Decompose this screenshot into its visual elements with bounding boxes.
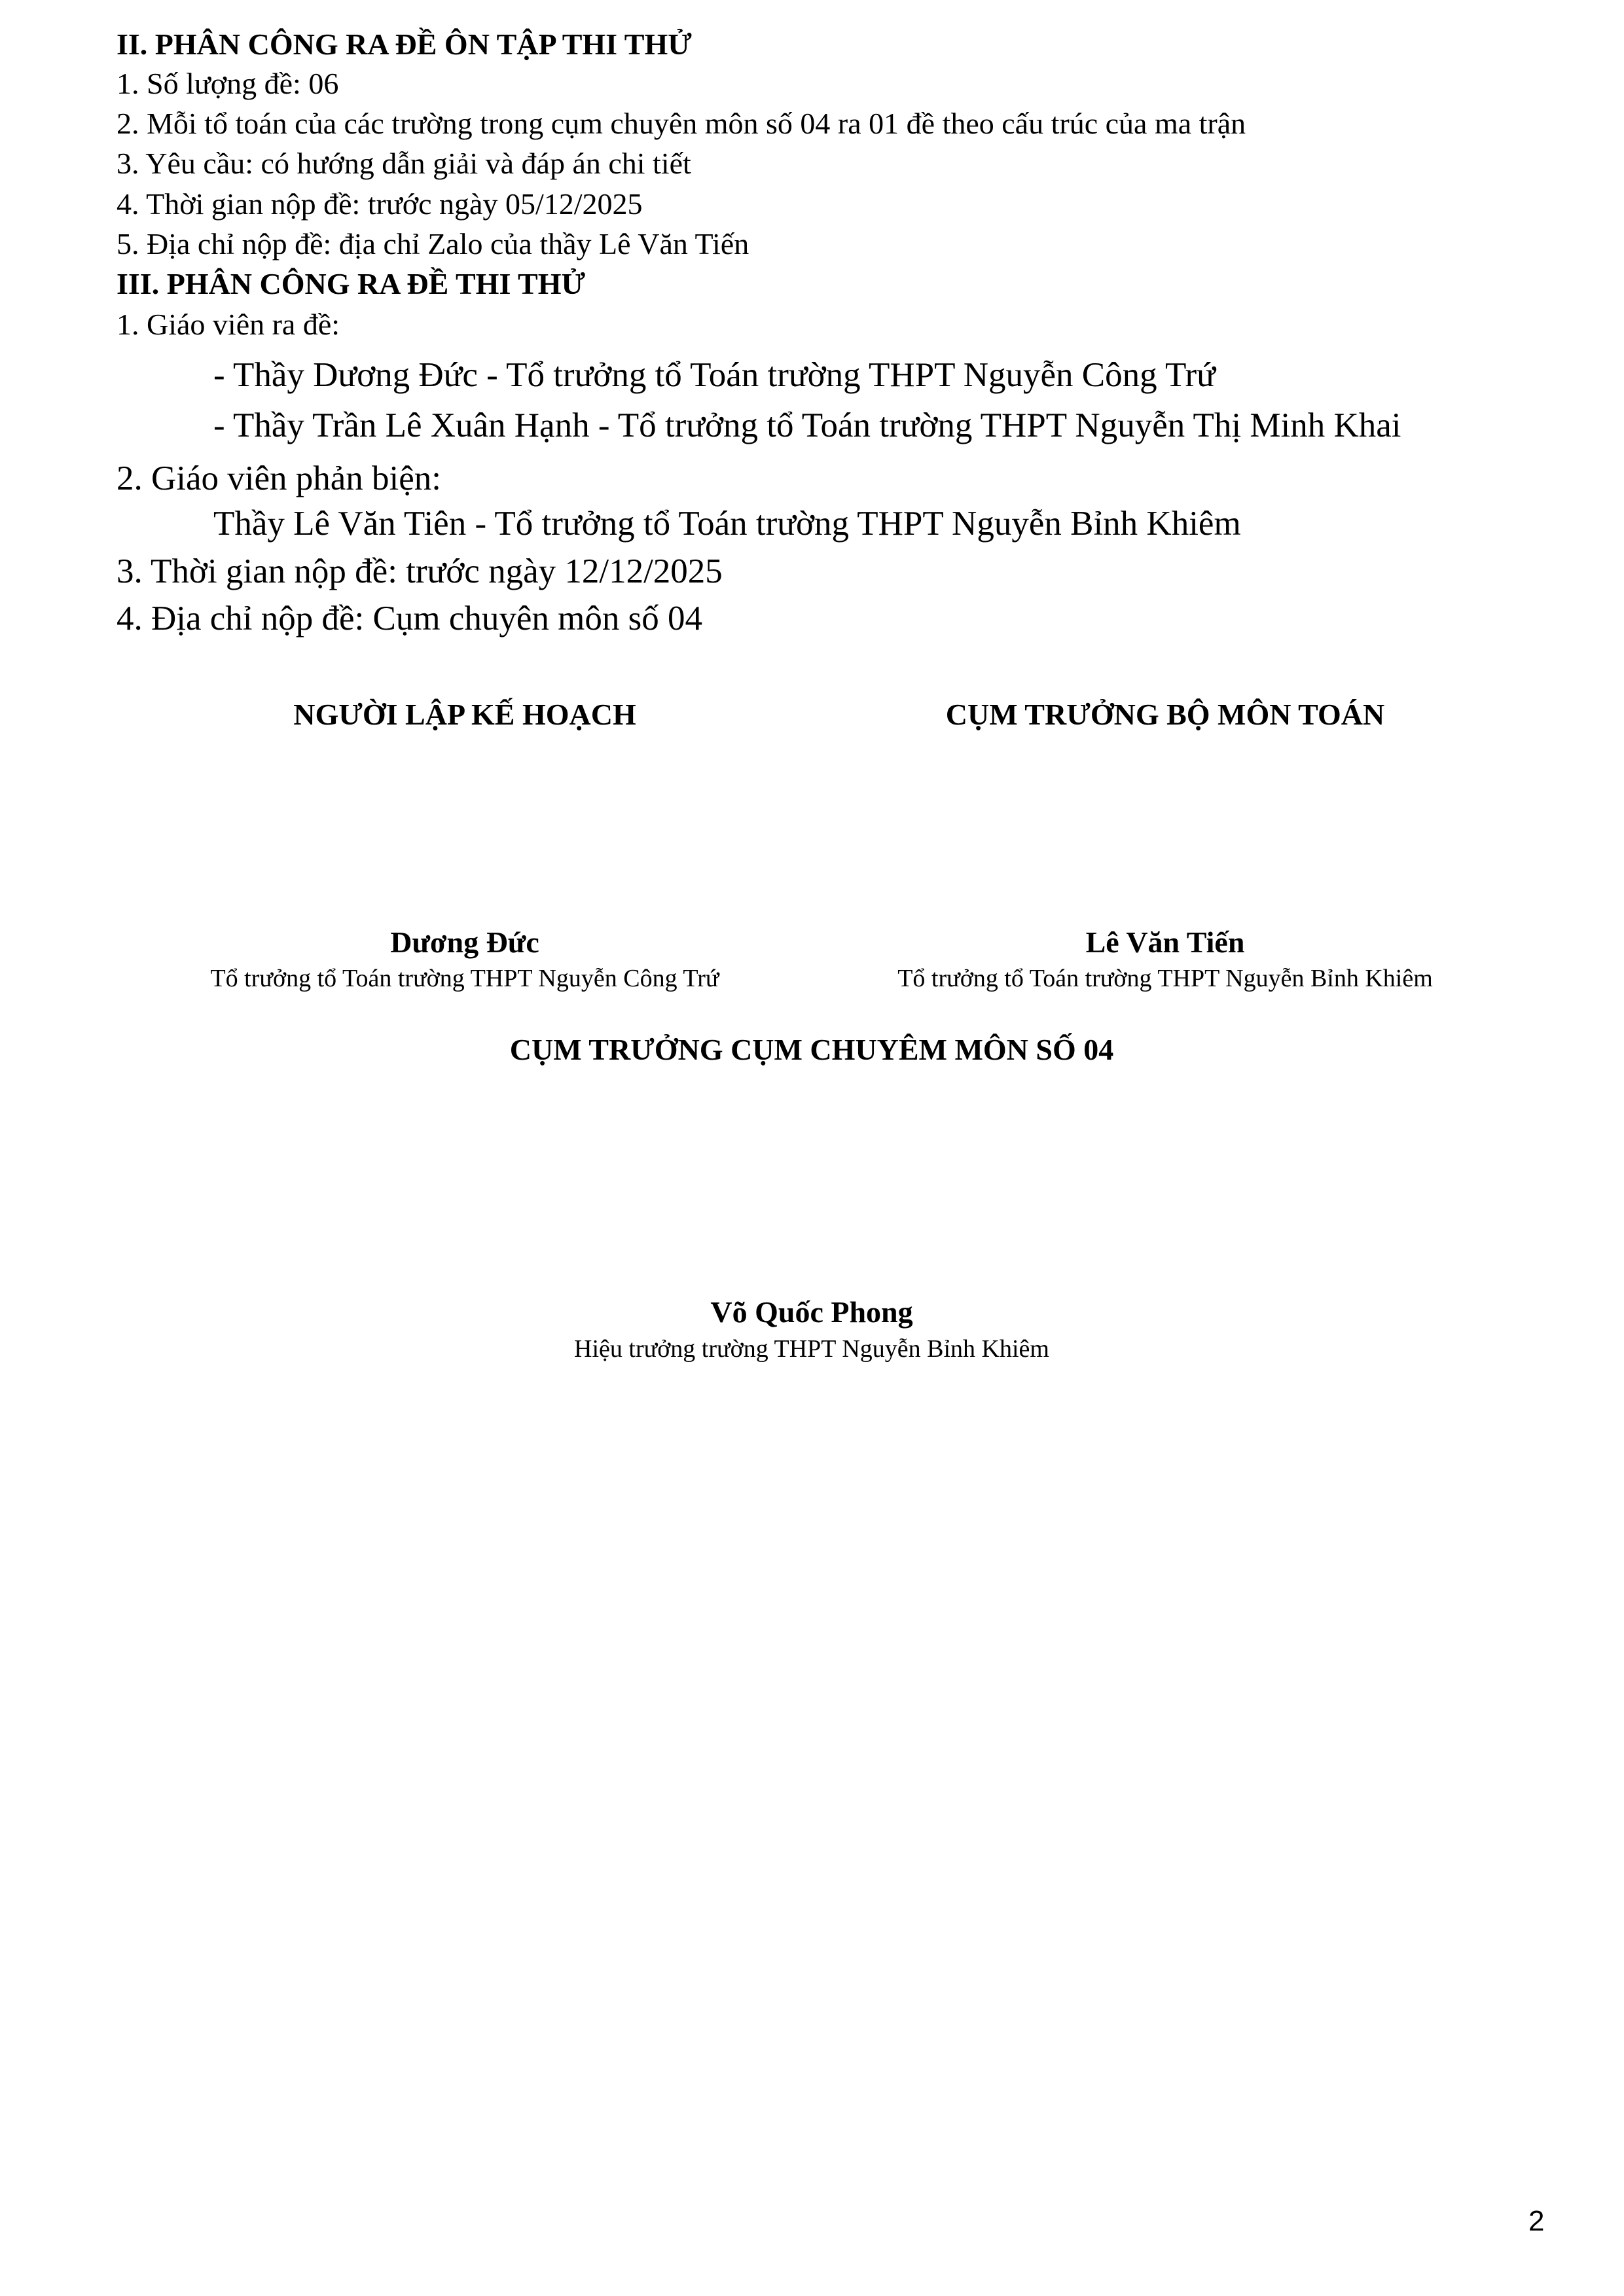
section-2-item-2: 2. Mỗi tổ toán của các trường trong cụm chuyên môn số 04 ra 01 đề theo cấu trúc của ma trận [117, 107, 1246, 140]
bottom-signature-name: Võ Quốc Phong [710, 1295, 913, 1329]
left-signature-role: Tổ trưởng tổ Toán trường THPT Nguyễn Công Trứ [210, 965, 719, 992]
section-2-item-3: 3. Yêu cầu: có hướng dẫn giải và đáp án chi tiết [117, 147, 691, 180]
right-signature-title: CỤM TRƯỞNG BỘ MÔN TOÁN [945, 698, 1385, 731]
section-3-item-2: 2. Giáo viên phản biện: [117, 459, 442, 497]
right-signature-role: Tổ trưởng tổ Toán trường THPT Nguyễn Bỉnh Khiêm [897, 965, 1433, 992]
teacher-1: - Thầy Dương Đức - Tổ trưởng tổ Toán trường THPT Nguyễn Công Trứ [213, 356, 1216, 394]
reviewer: Thầy Lê Văn Tiên - Tổ trưởng tổ Toán trường THPT Nguyễn Bỉnh Khiêm [213, 505, 1241, 543]
section-2-heading: II. PHÂN CÔNG RA ĐỀ ÔN TẬP THI THỬ [117, 27, 692, 61]
left-signature-title: NGƯỜI LẬP KẾ HOẠCH [293, 698, 636, 731]
bottom-signature-title: CỤM TRƯỞNG CỤM CHUYÊM MÔN SỐ 04 [509, 1033, 1114, 1066]
section-3-item-3: 3. Thời gian nộp đề: trước ngày 12/12/2025 [117, 552, 723, 590]
section-2-item-5: 5. Địa chỉ nộp đề: địa chỉ Zalo của thầy Lê Văn Tiến [117, 227, 749, 260]
section-2-item-1: 1. Số lượng đề: 06 [117, 67, 339, 100]
page-number: 2 [1528, 2205, 1545, 2237]
section-2-item-4: 4. Thời gian nộp đề: trước ngày 05/12/2025 [117, 187, 643, 221]
left-signature-name: Dương Đức [390, 925, 539, 959]
section-3-item-1: 1. Giáo viên ra đề: [117, 308, 340, 341]
teacher-2: - Thầy Trần Lê Xuân Hạnh - Tổ trưởng tổ Toán trường THPT Nguyễn Thị Minh Khai [213, 406, 1401, 444]
section-3-heading: III. PHÂN CÔNG RA ĐỀ THI THỬ [117, 267, 586, 300]
right-signature-name: Lê Văn Tiến [1085, 925, 1245, 959]
section-3-item-4: 4. Địa chỉ nộp đề: Cụm chuyên môn số 04 [117, 600, 702, 637]
bottom-signature-role: Hiệu trưởng trường THPT Nguyễn Bỉnh Khiêm [574, 1335, 1049, 1363]
